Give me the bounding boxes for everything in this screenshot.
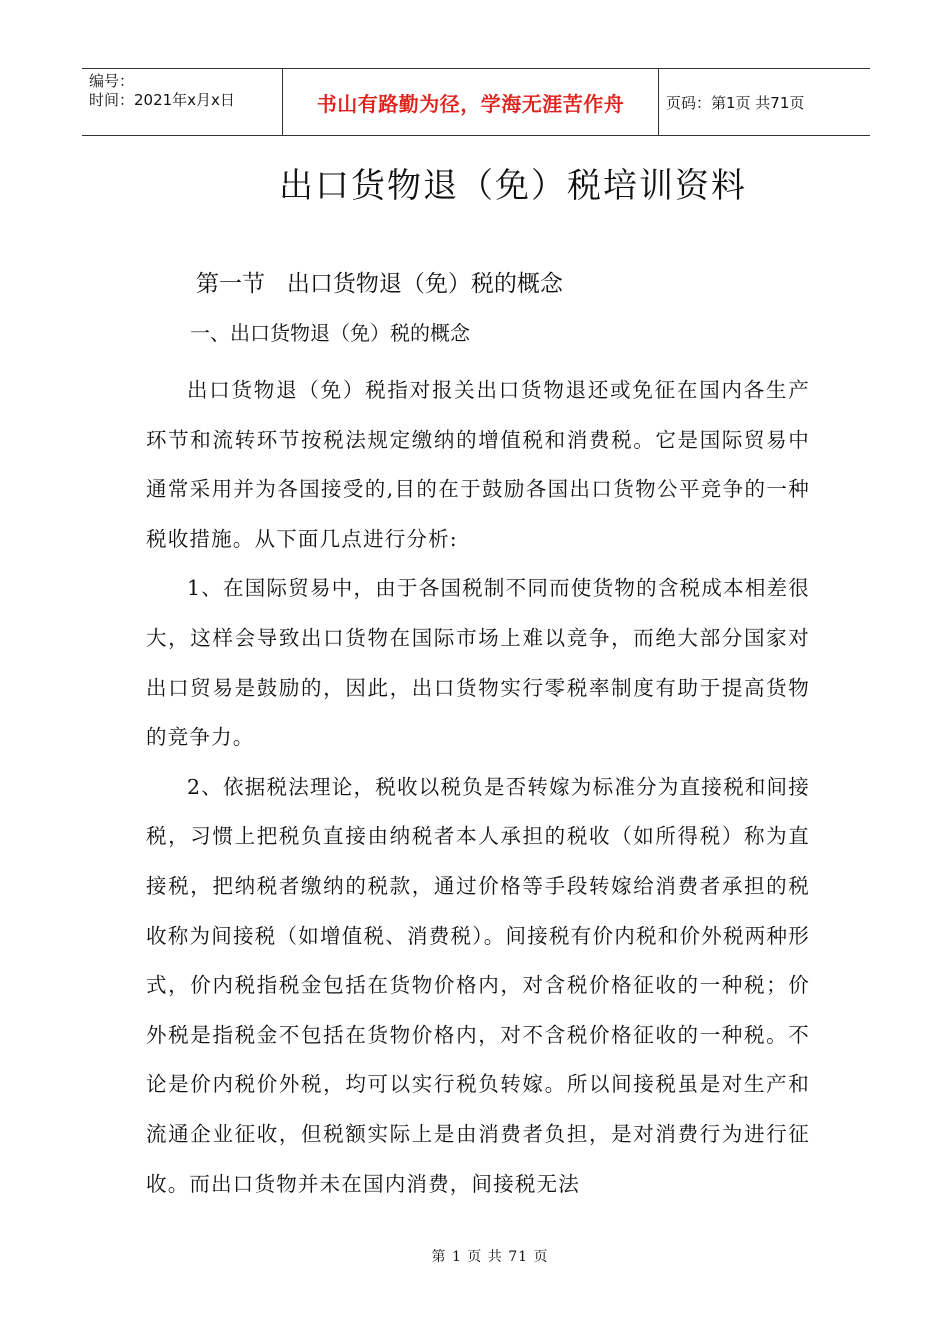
header-motto: 书山有路勤为径，学海无涯苦作舟: [316, 91, 625, 116]
body-paragraph: 出口货物退（免）税指对报关出口货物退还或免征在国内各生产环节和流转环节按税法规定缴纳的增值税和消费税。它是国际贸易中通常采用并为各国接受的,目的在于鼓励各国出口货物公平竞争的一种税收措施。从下面几点进行分析:: [146, 378, 810, 551]
document-date: 时间：2021年x月x日: [89, 91, 235, 109]
header-page-info: 页码：第1页 共71页: [666, 93, 805, 112]
document-body: [146, 366, 810, 1209]
section-title: 第一节 出口货物退（免）税的概念: [196, 271, 563, 297]
body-paragraph: 1、在国际贸易中，由于各国税制不同而使货物的含税成本相差很大，这样会导致出口货物在国际市场上难以竞争，而绝大部分国家对出口贸易是鼓励的，因此，出口货物实行零税率制度有助于提高货物的竞争力。: [146, 576, 810, 750]
page-footer: 第 1 页 共 71 页: [431, 1249, 549, 1265]
document-header: [82, 68, 870, 136]
header-motto-cell: [282, 69, 659, 135]
body-paragraph: 2、依据税法理论，税收以税负是否转嫁为标准分为直接税和间接税，习惯上把税负直接由纳税者本人承担的税收（如所得税）称为直接税，把纳税者缴纳的税款，通过价格等手段转嫁给消费者承担的税收称为间接税（如增值税、消费税）。间接税有价内税和价外税两种形式，价内税指税金包括在货物价格内，对含税价格征收的一种税；价外税是指税金不包括在货物价格内，对不含税价格征收的一种税。不论是价内税价外税，均可以实行税负转嫁。所以间接税虽是对生产和流通企业征收，但税额实际上是由消费者负担，是对消费行为进行征收。而出口货物并未在国内消费，间接税无法: [146, 774, 810, 1196]
subsection-title: 一、出口货物退（免）税的概念: [190, 321, 470, 345]
document-title: 出口货物退（免）税培训资料: [279, 166, 747, 206]
header-meta: [82, 69, 282, 135]
document-number-label: 编号：: [89, 72, 135, 90]
header-page-info-cell: [659, 69, 870, 135]
